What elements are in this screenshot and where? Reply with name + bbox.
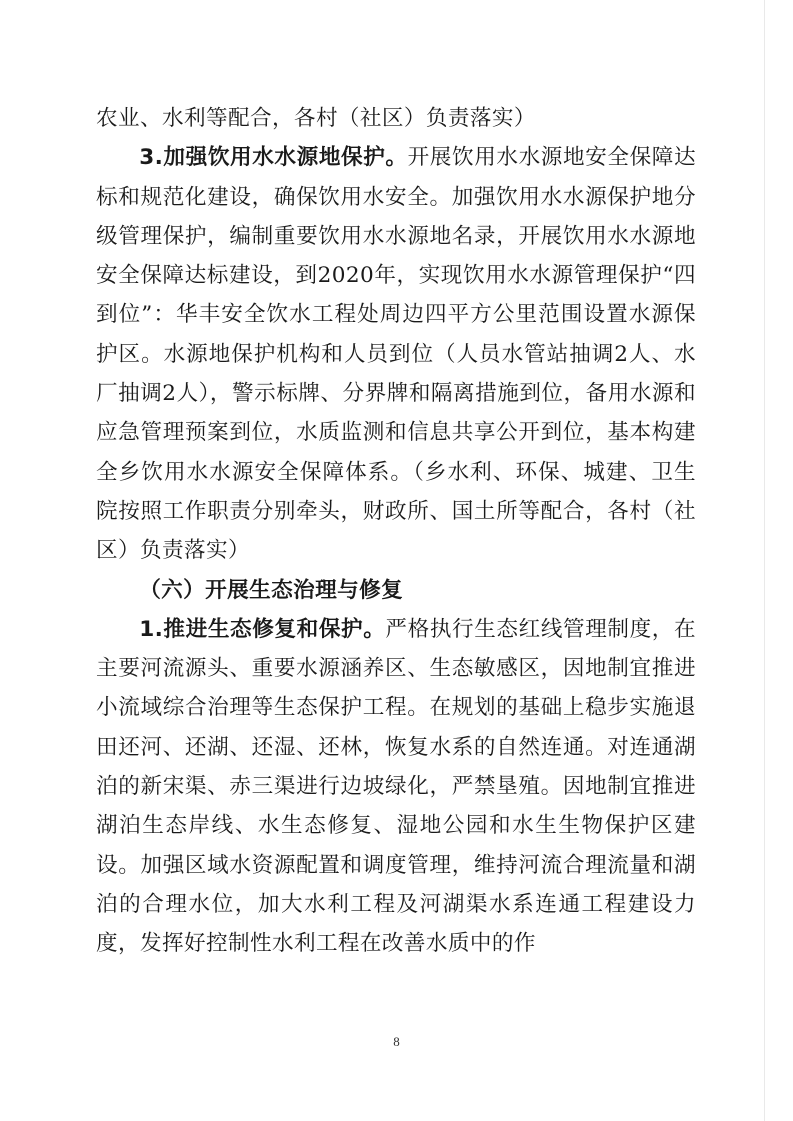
paragraph-text: 开展饮用水水源地安全保障达标和规范化建设，确保饮用水安全。加强饮用水水源保护地分级管理保护，编制重要饮用水水源地名录，开展饮用水水源地安全保障达标建设，到2020年，实现饮用水水源管理保护“四到位”：华丰安全饮水工程处周边四平方公里范围设置水源保护区。水源地保护机构和人员到位（人员水管站抽调2人、水厂抽调2人），警示标牌、分界牌和隔离措施到位，备用水源和应急管理预案到位，水质监测和信息共享公开到位，基本构建全乡饮用水水源安全保障体系。（乡水利、环保、城建、卫生院按照工作职责分别牵头，财政所、国土所等配合，各村（社区）负责落实） bbox=[96, 145, 696, 564]
document-body bbox=[96, 99, 696, 964]
paragraph-continuation bbox=[96, 99, 696, 138]
paragraph-lead: 1.推进生态修复和保护。 bbox=[139, 616, 386, 642]
paragraph-text: 农业、水利等配合，各村（社区）负责落实） bbox=[96, 106, 536, 131]
section-heading: （六）开展生态治理与修复 bbox=[139, 577, 404, 603]
paragraph-lead: 3.加强饮用水水源地保护。 bbox=[139, 145, 408, 171]
scan-edge-line bbox=[764, 0, 765, 1121]
paragraph-text: 严格执行生态红线管理制度，在主要河流源头、重要水源涵养区、生态敏感区，因地制宜推进小流域综合治理等生态保护工程。在规划的基础上稳步实施退田还河、还湖、还湿、还林，恢复水系的自然连通。对连通湖泊的新宋渠、赤三渠进行边坡绿化，严禁垦殖。因地制宜推进湖泊生态岸线、水生态修复、湿地公园和水生生物保护区建设。加强区域水资源配置和调度管理，维持河流合理流量和湖泊的合理水位，加大水利工程及河湖渠水系连通工程建设力度，发挥好控制性水利工程在改善水质中的作 bbox=[96, 616, 697, 957]
page-number: 8 bbox=[393, 1034, 400, 1049]
paragraph-water-source-protection bbox=[96, 138, 696, 570]
paragraph-ecological-restoration bbox=[96, 610, 696, 964]
